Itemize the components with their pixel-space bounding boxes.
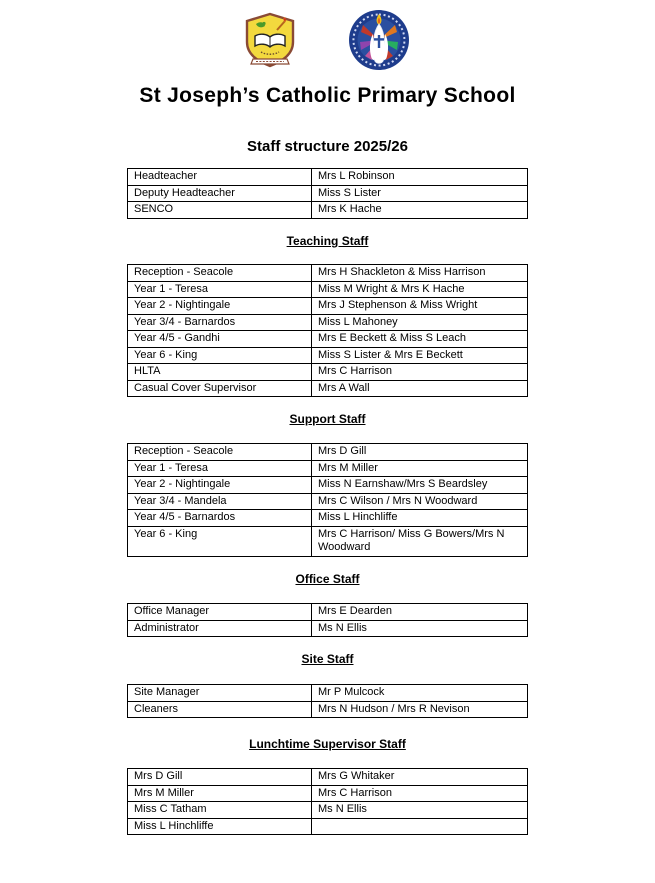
name-cell: Ms N Ellis (312, 620, 528, 637)
role-cell: Site Manager (128, 685, 312, 702)
role-cell: Year 2 - Nightingale (128, 477, 312, 494)
name-cell: Mrs C Harrison/ Miss G Bowers/Mrs N Woodward (312, 526, 528, 556)
role-cell: Year 3/4 - Mandela (128, 493, 312, 510)
section-heading: Support Staff (289, 412, 366, 426)
role-cell: Year 3/4 - Barnardos (128, 314, 312, 331)
staff-table (127, 603, 528, 637)
name-cell: Mr P Mulcock (312, 685, 528, 702)
role-cell: Year 1 - Teresa (128, 460, 312, 477)
name-cell: Miss M Wright & Mrs K Hache (312, 281, 528, 298)
name-cell: Miss S Lister (312, 185, 528, 202)
table-row (128, 685, 528, 702)
table-row (128, 314, 528, 331)
staff-table (127, 264, 528, 397)
role-cell: SENCO (128, 202, 312, 219)
name-cell: Mrs E Dearden (312, 604, 528, 621)
role-cell: Reception - Seacole (128, 444, 312, 461)
table-row (128, 701, 528, 718)
name-cell: Mrs K Hache (312, 202, 528, 219)
role-cell: Mrs D Gill (128, 769, 312, 786)
table-row (128, 380, 528, 397)
table-row (128, 620, 528, 637)
name-cell: Mrs J Stephenson & Miss Wright (312, 298, 528, 315)
role-cell: Headteacher (128, 169, 312, 186)
table-row (128, 769, 528, 786)
role-cell: Casual Cover Supervisor (128, 380, 312, 397)
name-cell: Mrs G Whitaker (312, 769, 528, 786)
role-cell: Deputy Headteacher (128, 185, 312, 202)
name-cell: Miss N Earnshaw/Mrs S Beardsley (312, 477, 528, 494)
table-row (128, 510, 528, 527)
table-row (128, 444, 528, 461)
role-cell: Cleaners (128, 701, 312, 718)
name-cell: Mrs C Harrison (312, 785, 528, 802)
role-cell: Reception - Seacole (128, 265, 312, 282)
table-row (128, 477, 528, 494)
role-cell: Mrs M Miller (128, 785, 312, 802)
name-cell (312, 818, 528, 835)
role-cell: Year 2 - Nightingale (128, 298, 312, 315)
table-row (128, 281, 528, 298)
section-heading: Teaching Staff (286, 234, 369, 248)
table-row (128, 802, 528, 819)
table-row (128, 169, 528, 186)
name-cell: Mrs M Miller (312, 460, 528, 477)
table-row (128, 347, 528, 364)
name-cell: Ms N Ellis (312, 802, 528, 819)
role-cell: Miss L Hinchliffe (128, 818, 312, 835)
name-cell: Mrs N Hudson / Mrs R Nevison (312, 701, 528, 718)
school-crest-logo (240, 10, 300, 70)
table-row (128, 298, 528, 315)
section-heading: Site Staff (301, 652, 354, 666)
role-cell: Miss C Tatham (128, 802, 312, 819)
table-row (128, 364, 528, 381)
table-row (128, 185, 528, 202)
name-cell: Mrs C Harrison (312, 364, 528, 381)
document-subtitle: Staff structure 2025/26 (247, 138, 408, 155)
catholic-academy-trust-logo (347, 8, 411, 72)
name-cell: Miss L Hinchliffe (312, 510, 528, 527)
name-cell: Mrs H Shackleton & Miss Harrison (312, 265, 528, 282)
name-cell: Mrs E Beckett & Miss S Leach (312, 331, 528, 348)
staff-table (127, 168, 528, 219)
role-cell: Year 6 - King (128, 526, 312, 556)
role-cell: Year 4/5 - Barnardos (128, 510, 312, 527)
table-row (128, 265, 528, 282)
table-row (128, 818, 528, 835)
name-cell: Mrs C Wilson / Mrs N Woodward (312, 493, 528, 510)
page-title: St Joseph’s Catholic Primary School (139, 84, 516, 107)
role-cell: Year 6 - King (128, 347, 312, 364)
table-row (128, 202, 528, 219)
role-cell: Year 1 - Teresa (128, 281, 312, 298)
role-cell: Office Manager (128, 604, 312, 621)
name-cell: Mrs D Gill (312, 444, 528, 461)
name-cell: Miss L Mahoney (312, 314, 528, 331)
role-cell: Year 4/5 - Gandhi (128, 331, 312, 348)
table-row (128, 785, 528, 802)
name-cell: Mrs L Robinson (312, 169, 528, 186)
table-row (128, 460, 528, 477)
table-row (128, 526, 528, 556)
section-heading: Lunchtime Supervisor Staff (249, 737, 406, 751)
staff-table (127, 443, 528, 557)
role-cell: Administrator (128, 620, 312, 637)
staff-table (127, 684, 528, 718)
name-cell: Mrs A Wall (312, 380, 528, 397)
role-cell: HLTA (128, 364, 312, 381)
section-heading: Office Staff (295, 572, 360, 586)
table-row (128, 331, 528, 348)
staff-table (127, 768, 528, 835)
table-row (128, 493, 528, 510)
table-row (128, 604, 528, 621)
name-cell: Miss S Lister & Mrs E Beckett (312, 347, 528, 364)
